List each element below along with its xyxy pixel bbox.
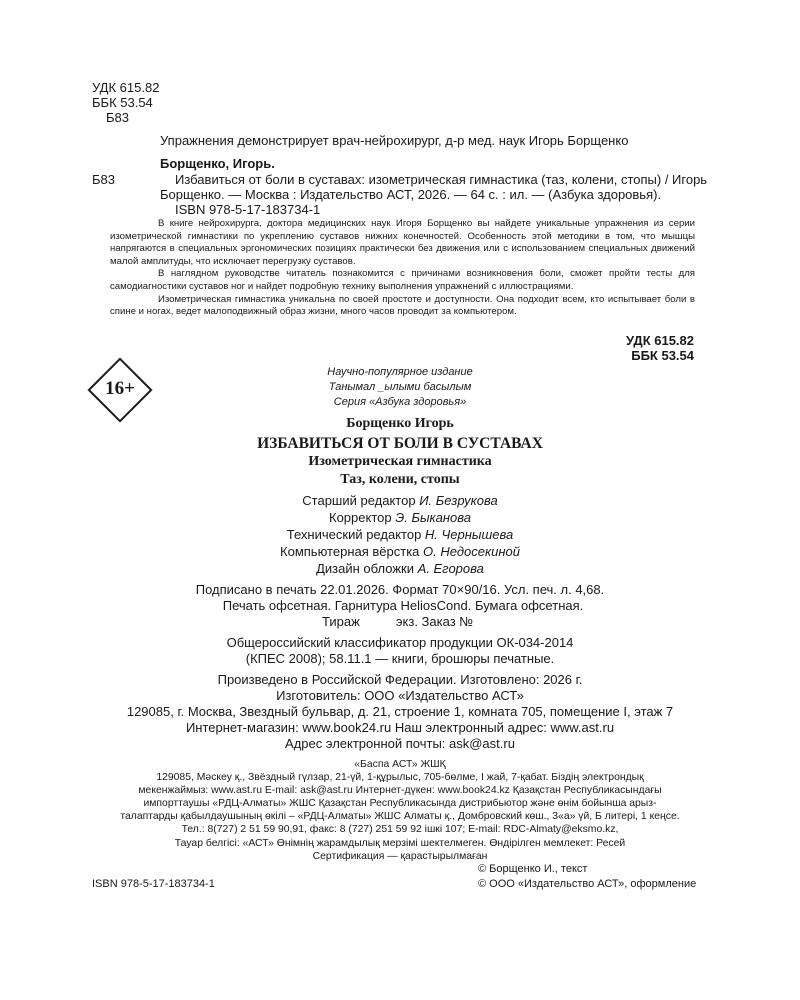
catalog-author: Борщенко, Игорь. xyxy=(160,156,275,171)
kazakh-info-line: талаптарды қабылдаушының өкілі – «РДЦ-Алматы» ЖШС Алматы қ., Домбровский көш., 3«а» үй, Б литері, 1 кеңсе. xyxy=(120,811,680,823)
annotation-bbk: ББК 53.54 xyxy=(631,348,694,363)
credit-name: А. Егорова xyxy=(417,561,484,576)
credit-line xyxy=(0,544,800,560)
annotation-paragraph: В книге нейрохирурга, доктора медицинских наук Игоря Борщенко вы найдете уникальные упражнения из серии изометрической гимнастики по укреплению суставов нижних конечностей. Особенность этой методики в том, что мышцы напрягаются в специальных эргономических позициях практически без движения или с использованием специальных движений малой амплитуды, что исключает перегрузку суставов. xyxy=(110,218,695,267)
book-subtitle-2: Таз, колени, стопы xyxy=(340,472,460,487)
credit-name: Н. Чернышева xyxy=(424,527,514,542)
classifier-line: (КПЕС 2008); 58.11.1 — книги, брошюры печатные. xyxy=(245,651,555,666)
catalog-title-line2: Борщенко. — Москва : Издательство АСТ, 2026. — 64 с. : ил. — (Азбука здоровья). xyxy=(160,187,662,202)
manufacturer-email: Адрес электронной почты: ask@ast.ru xyxy=(285,736,515,751)
copyright-design: © ООО «Издательство АСТ», оформление xyxy=(478,878,697,890)
annotation-paragraph: Изометрическая гимнастика уникальна по своей простоте и доступности. Она подходит всем, кто испытывает боли в спине и ногах, ведет малоподвижный образ жизни, много часов проводит за компьютером. xyxy=(110,293,695,318)
credit-line xyxy=(0,510,800,526)
credit-line xyxy=(0,561,800,577)
book-author: Борщенко Игорь xyxy=(346,416,454,431)
credit-role: Дизайн обложки xyxy=(316,561,414,576)
kazakh-info-line: «Баспа АСТ» ЖШҚ xyxy=(354,759,446,770)
bbk-code: ББК 53.54 xyxy=(92,95,153,110)
kazakh-info-line: Тауар белгісі: «АСТ» Өнімнің жарамдылық мерзімі шектелмеген. Өндірілген мемлекет: Ресей xyxy=(174,837,626,849)
credit-line xyxy=(0,493,800,509)
kazakh-info-line: мекенжаймыз: www.ast.ru E-mail: ask@ast.ru Интернет-дүкен: www.book24.kz Қазақстан Республикасындағы xyxy=(138,785,662,797)
edition-type-kz: Танымал _ылыми басылым xyxy=(328,381,472,393)
age-rating-label: 16+ xyxy=(105,378,135,399)
kazakh-info-line: Тел.: 8(727) 2 51 59 90,91, факс: 8 (727) 251 59 92 ішкі 107; E-mail: RDC-Almaty@eksmo.kz, xyxy=(181,824,619,836)
catalog-isbn: ISBN 978-5-17-183734-1 xyxy=(175,202,321,217)
credit-role: Корректор xyxy=(329,510,392,525)
kazakh-info-block xyxy=(80,758,720,863)
credit-role: Компьютерная вёрстка xyxy=(280,544,420,559)
credit-name: Э. Быканова xyxy=(395,510,471,525)
copyright-text: © Борщенко И., текст xyxy=(478,863,588,875)
kazakh-info-line: импорттаушы «РДЦ-Алматы» ЖШС Қазақстан Республикасында дистрибьютор және өнім бойынша арыз- xyxy=(143,798,657,810)
credit-name: И. Безрукова xyxy=(419,493,498,508)
print-info-line: Подписано в печать 22.01.2026. Формат 70×90/16. Усл. печ. л. 4,68. xyxy=(195,582,605,597)
edition-type-ru: Научно-популярное издание xyxy=(327,366,473,378)
book-title: ИЗБАВИТЬСЯ ОТ БОЛИ В СУСТАВАХ xyxy=(257,435,543,452)
manufacturer-web: Интернет-магазин: www.book24.ru Наш электронный адрес: www.ast.ru xyxy=(185,720,615,735)
manufacturer-line: Произведено в Российской Федерации. Изготовлено: 2026 г. xyxy=(217,672,583,687)
print-info-line: Печать офсетная. Гарнитура HeliosCond. Бумага офсетная. xyxy=(222,598,584,613)
annotation-paragraph: В наглядном руководстве читатель познакомится с причинами возникновения боли, сможет пройти тесты для самодиагностики суставов ног и найдет подробную технику выполнения упражнений с иллюстрациями. xyxy=(110,268,695,292)
credit-role: Старший редактор xyxy=(302,493,416,508)
manufacturer-address: 129085, г. Москва, Звездный бульвар, д. 21, строение 1, комната 705, помещение I, этаж 7 xyxy=(126,704,674,719)
book-subtitle: Изометрическая гимнастика xyxy=(308,454,492,469)
catalog-title-line1: Избавиться от боли в суставах: изометрическая гимнастика (таз, колени, стопы) / Игорь xyxy=(175,172,708,187)
classifier-line: Общероссийский классификатор продукции ОК-034-2014 xyxy=(226,635,574,650)
catalog-code: Б83 xyxy=(92,172,115,187)
credit-name: О. Недосекиной xyxy=(423,544,520,559)
series-name: Серия «Азбука здоровья» xyxy=(333,396,467,408)
udk-code: УДК 615.82 xyxy=(92,80,160,95)
annotation xyxy=(110,218,695,319)
manufacturer-line: Изготовитель: ООО «Издательство АСТ» xyxy=(276,688,524,703)
credit-role: Технический редактор xyxy=(286,527,422,542)
illustrations-note: Упражнения демонстрирует врач-нейрохирург, д-р мед. наук Игорь Борщенко xyxy=(160,133,629,148)
kazakh-info-line: 129085, Мәскеу қ., Звёздный гүлзар, 21-үй, 1-құрылыс, 705-бөлме, I жай, 7-қабат. Біздің электрондық xyxy=(156,772,644,784)
footer-isbn: ISBN 978-5-17-183734-1 xyxy=(92,878,215,890)
kazakh-info-line: Сертификация — қарастырылмаған xyxy=(312,850,488,862)
annotation-udk: УДК 615.82 xyxy=(626,333,694,348)
print-info-line: Тираж экз. Заказ № xyxy=(322,614,474,629)
credit-line xyxy=(0,527,800,543)
author-mark: Б83 xyxy=(106,110,129,125)
